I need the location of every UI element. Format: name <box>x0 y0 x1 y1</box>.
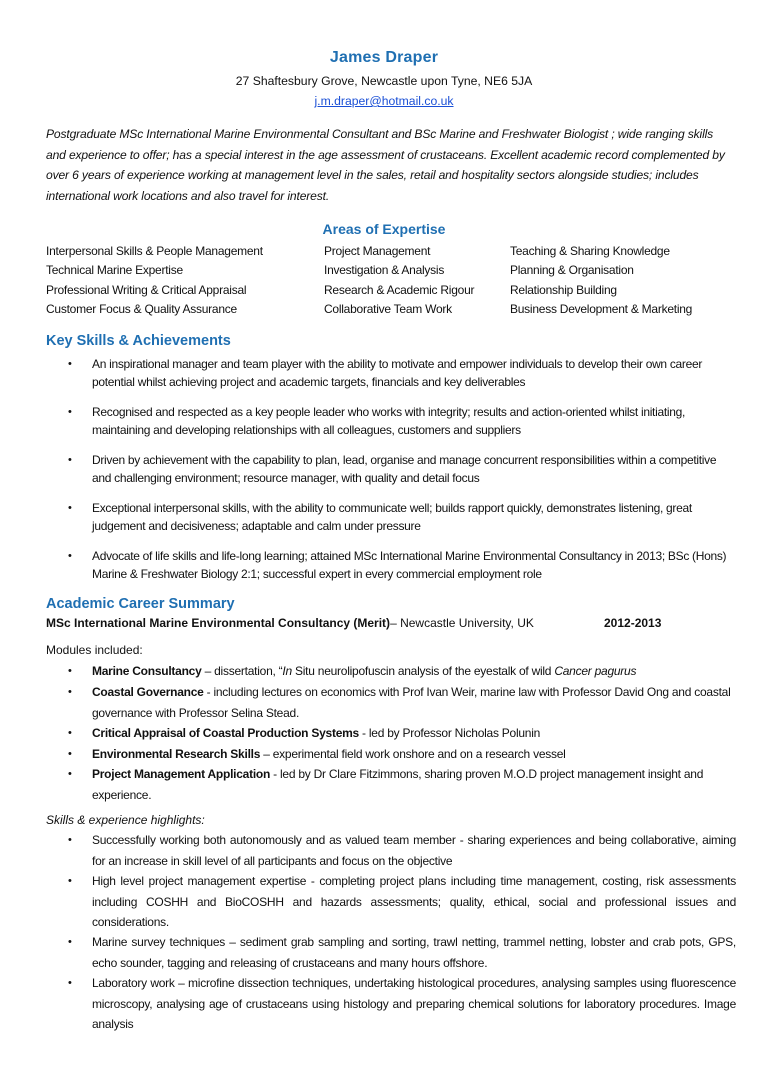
expertise-item: Project Management <box>324 243 431 258</box>
highlights-label: Skills & experience highlights: <box>46 813 205 827</box>
module-item: • Environmental Research Skills – experimental field work onshore and on a research vessel <box>46 744 736 765</box>
bullet-icon: • <box>68 727 72 739</box>
module-item: • Marine Consultancy – dissertation, “In Situ neurolipofuscin analysis of the eyestalk of wild Cancer pagurus <box>46 661 736 682</box>
bullet-icon: • <box>68 358 72 370</box>
expertise-row <box>46 300 746 320</box>
candidate-name: James Draper <box>329 49 439 66</box>
bullet-icon: • <box>68 550 72 562</box>
email-line <box>0 94 768 108</box>
key-skill-item: • Advocate of life skills and life-long learning; attained MSc International Marine Environmental Consultancy in 2013; BSc (Hons) Marine & Freshwater Biology 2:1; successful expert in every commercial employment role <box>46 547 736 583</box>
bullet-icon: • <box>68 665 72 677</box>
modules-label: Modules included: <box>46 643 143 657</box>
degree-title: MSc International Marine Environmental Consultancy (Merit) <box>46 616 391 630</box>
highlight-item: • High level project management expertise - completing project plans including time management, costing, risk assessments including COSHH and BioCOSHH and hazards assessments; quality, ethical, social and professional issues and considerations. <box>46 871 736 933</box>
bullet-icon: • <box>68 686 72 698</box>
expertise-item: Business Development & Marketing <box>510 302 693 317</box>
expertise-item: Research & Academic Rigour <box>324 282 475 297</box>
highlight-item: • Successfully working both autonomously and as valued team member - sharing experiences and being collaborative, aiming for an increase in skill level of all participants and focus on the objective <box>46 830 736 871</box>
email-link[interactable]: j.m.draper@hotmail.co.uk <box>314 94 454 108</box>
expertise-item: Professional Writing & Critical Appraisal <box>46 282 247 297</box>
highlight-item: • Marine survey techniques – sediment grab sampling and sorting, trawl netting, trammel netting, lobster and crab pots, GPS, echo sounder, tagging and releasing of crustaceans and many hours offshore. <box>46 932 736 973</box>
module-item: • Project Management Application - led by Dr Clare Fitzimmons, sharing proven M.O.D project management insight and experience. <box>46 764 736 805</box>
key-skill-item: • Recognised and respected as a key people leader who works with integrity; results and action-oriented whilst initiating, maintaining and developing relationships with all colleagues, customers and suppliers <box>46 403 736 439</box>
degree-line <box>46 616 746 630</box>
module-name: Marine Consultancy <box>92 664 202 678</box>
bullet-icon: • <box>68 768 72 780</box>
bullet-icon: • <box>68 454 72 466</box>
profile-summary: Postgraduate MSc International Marine Environmental Consultant and BSc Marine and Freshwater Biologist ; wide ranging skills and experience to offer; has a special interest in the age assessment of crustaceans. Excellent academic record complemented by over 6 years of experience working at management level in the sales, retail and hospitality sectors alongside studies; includes international work locations and also travel for interest. <box>46 127 725 203</box>
module-item: • Coastal Governance - including lectures on economics with Prof Ivan Weir, marine law with Professor David Ong and coastal governance with Professor Selina Stead. <box>46 682 736 723</box>
key-skills-heading: Key Skills & Achievements <box>46 333 231 349</box>
expertise-item: Investigation & Analysis <box>324 263 445 278</box>
expertise-item: Planning & Organisation <box>510 263 634 278</box>
academic-heading: Academic Career Summary <box>46 596 235 612</box>
key-skill-item: • An inspirational manager and team player with the ability to motivate and empower individuals to develop their own career potential whilst achieving project and academic targets, financials and key deliverables <box>46 355 736 391</box>
degree-institution: – Newcastle University, UK <box>390 616 534 630</box>
expertise-row <box>46 280 746 300</box>
expertise-item: Interpersonal Skills & People Management <box>46 243 263 258</box>
bullet-icon: • <box>68 936 72 948</box>
expertise-item: Teaching & Sharing Knowledge <box>510 243 670 258</box>
bullet-icon: • <box>68 406 72 418</box>
module-name: Project Management Application <box>92 767 271 781</box>
bullet-icon: • <box>68 977 72 989</box>
degree-years: 2012-2013 <box>604 616 662 630</box>
bullet-icon: • <box>68 875 72 887</box>
expertise-item: Technical Marine Expertise <box>46 263 183 278</box>
bullet-icon: • <box>68 834 72 846</box>
expertise-grid <box>46 241 746 319</box>
module-name: Environmental Research Skills <box>92 747 261 761</box>
module-item: • Critical Appraisal of Coastal Production Systems - led by Professor Nicholas Polunin <box>46 723 736 744</box>
expertise-row <box>46 261 746 281</box>
highlight-item: • Laboratory work – microfine dissection techniques, undertaking histological procedures, analysing samples using fluorescence microscopy, analysing age of crustaceans using histology and preparing chemical solutions for laboratory procedures. Image analysis <box>46 973 736 1035</box>
bullet-icon: • <box>68 748 72 760</box>
bullet-icon: • <box>68 502 72 514</box>
key-skill-item: • Driven by achievement with the capability to plan, lead, organise and manage concurrent responsibilities within a competitive and challenging environment; resource manager, with quality and detail focus <box>46 451 736 487</box>
expertise-item: Collaborative Team Work <box>324 302 452 317</box>
expertise-item: Relationship Building <box>510 282 617 297</box>
module-name: Coastal Governance <box>92 685 204 699</box>
module-name: Critical Appraisal of Coastal Production Systems <box>92 726 359 740</box>
expertise-heading: Areas of Expertise <box>322 221 446 237</box>
address: 27 Shaftesbury Grove, Newcastle upon Tyne, NE6 5JA <box>235 74 533 88</box>
expertise-row <box>46 241 746 261</box>
key-skill-item: • Exceptional interpersonal skills, with the ability to communicate well; builds rapport quickly, demonstrates listening, great judgement and decisiveness; adaptable and calm under pressure <box>46 499 736 535</box>
expertise-item: Customer Focus & Quality Assurance <box>46 302 237 317</box>
